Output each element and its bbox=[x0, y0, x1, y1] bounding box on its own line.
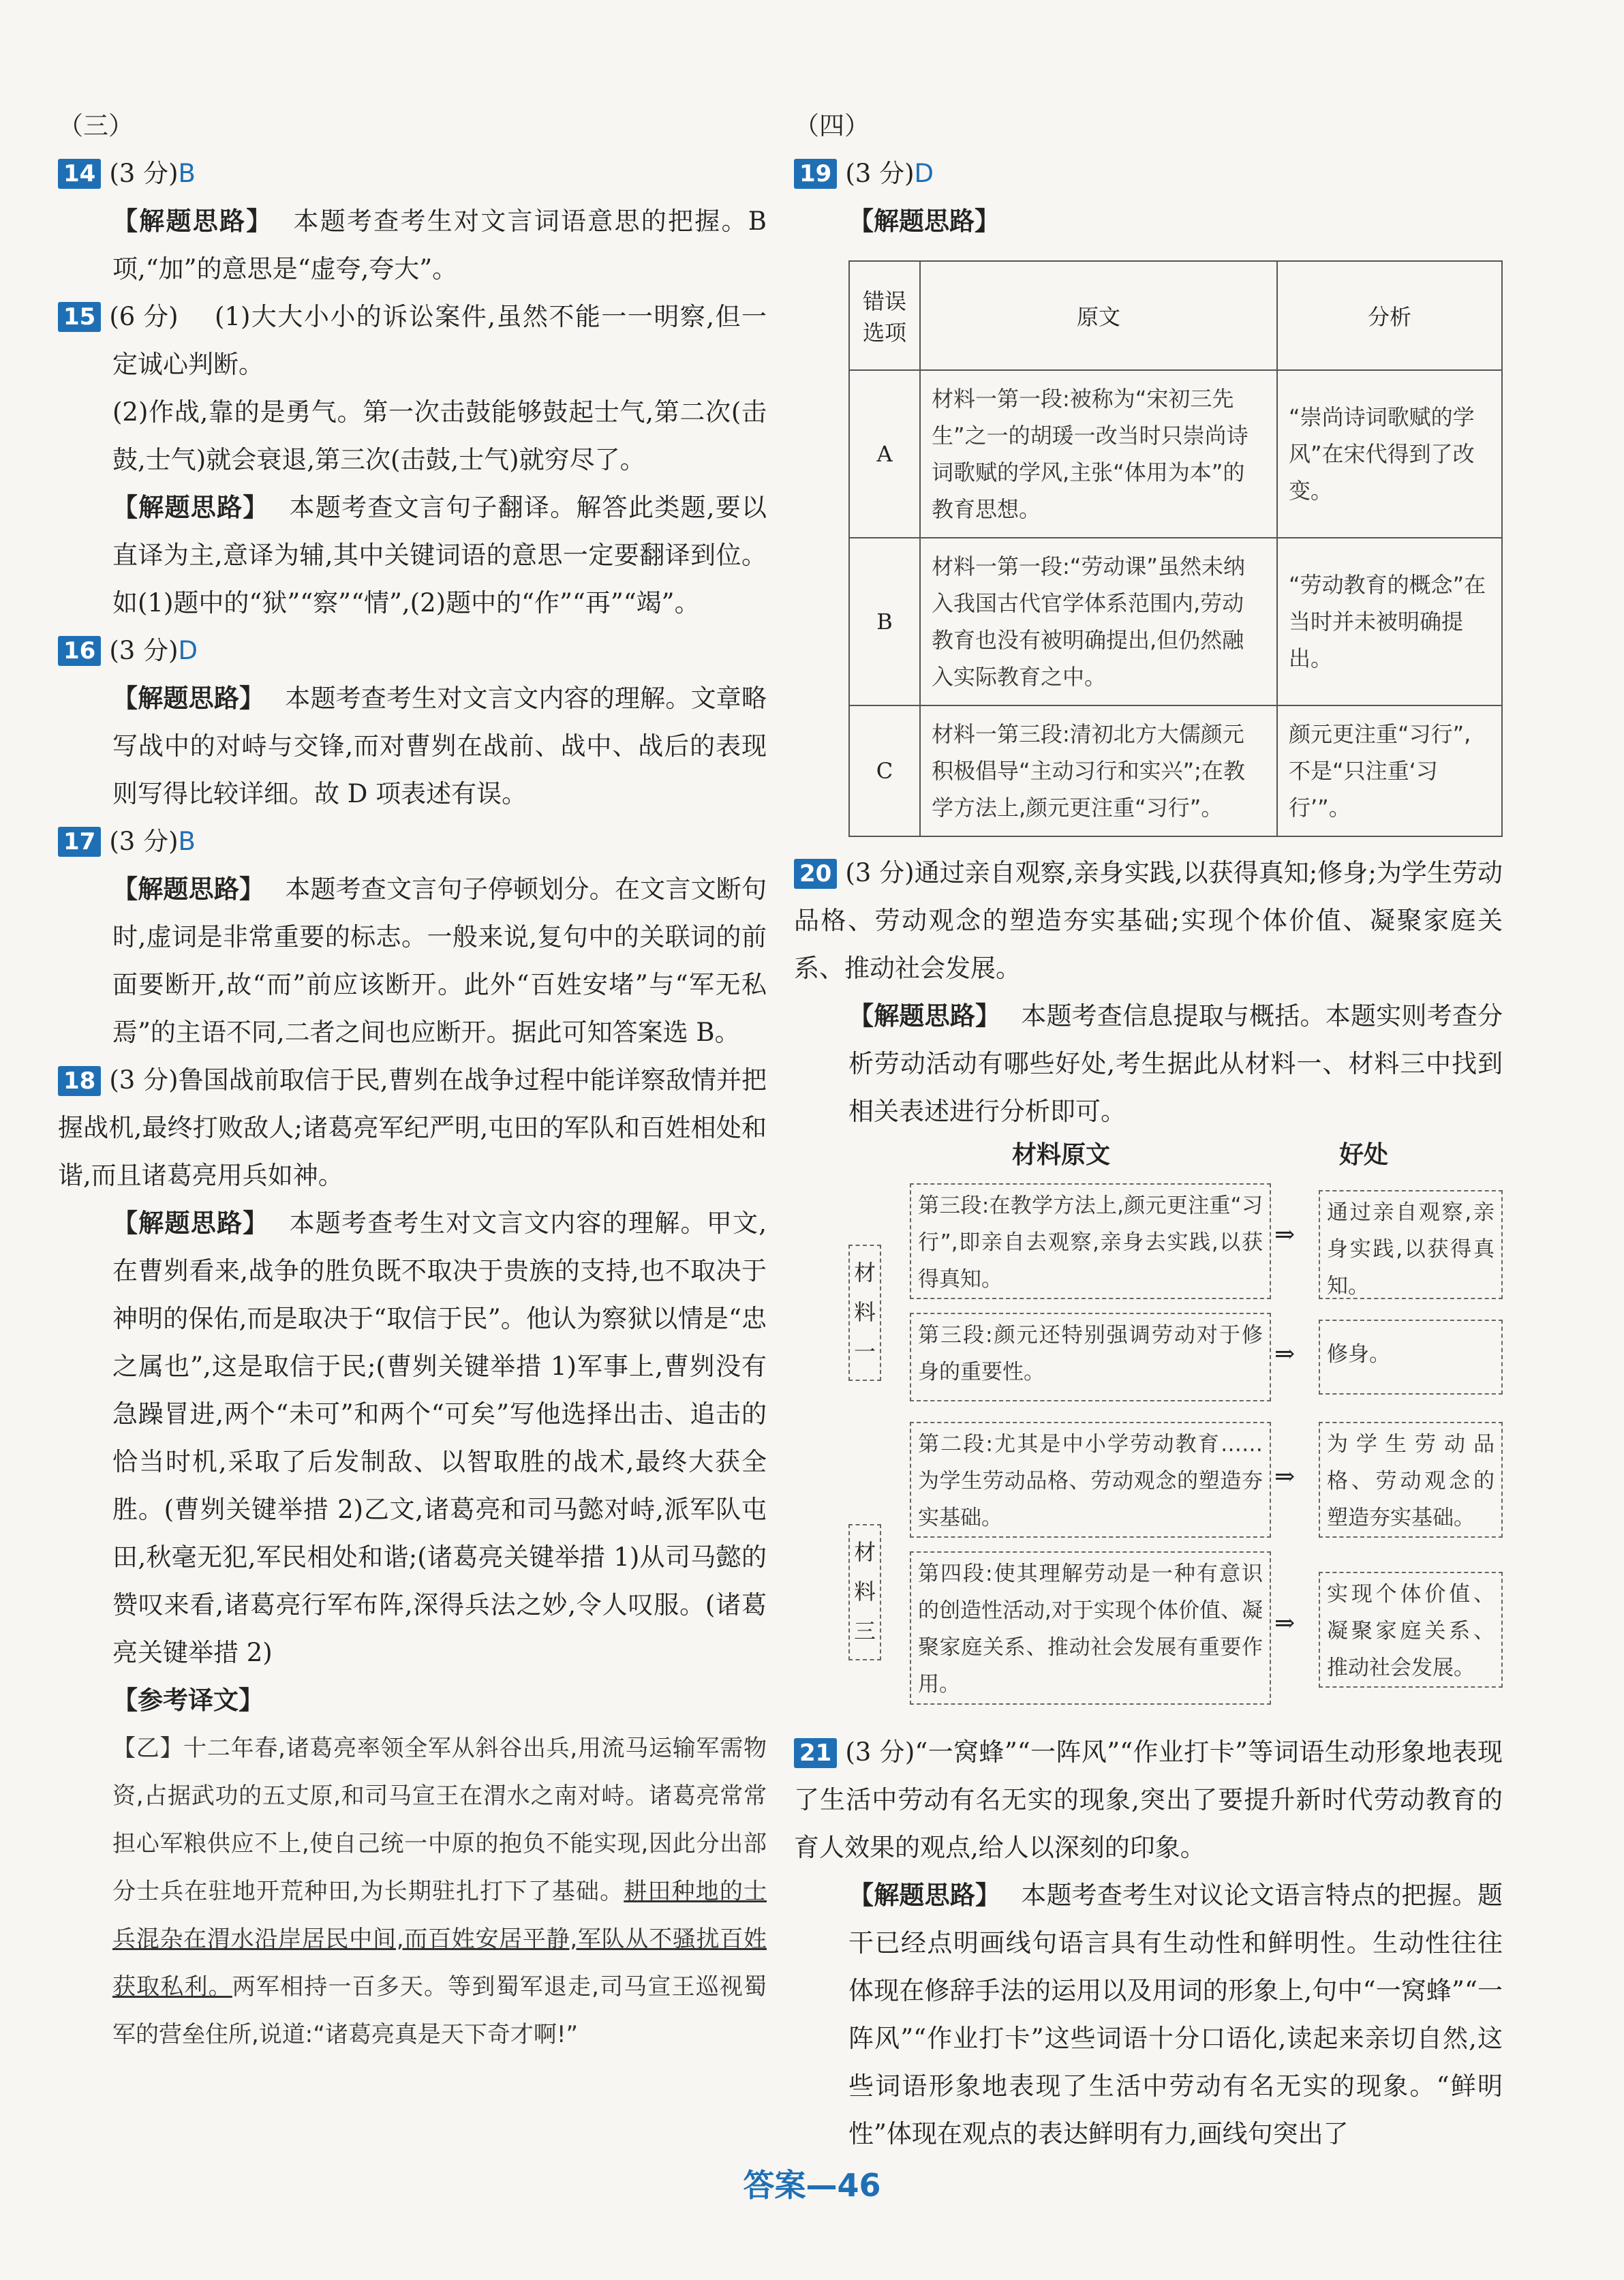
benefit-box: 为学生劳动品格、劳动观念的塑造夯实基础。 bbox=[1319, 1422, 1503, 1538]
analysis-text: 本题考查信息提取与概括。本题实则考查分析劳动活动有哪些好处,考生据此从材料一、材料三中找到相关表述进行分析即可。 bbox=[848, 1001, 1503, 1126]
analysis-tag: 【解题思路】 bbox=[112, 493, 269, 522]
analysis-tag: 【解题思路】 bbox=[848, 1001, 1001, 1031]
question-18 bbox=[58, 1057, 767, 1200]
option-cell: B bbox=[849, 538, 920, 705]
score: (3 分) bbox=[845, 1737, 915, 1767]
table-row bbox=[849, 705, 1502, 836]
answer-text: 鲁国战前取信于民,曹刿在战争过程中能详察敌情并把握战机,最终打败敌人;诸葛亮军纪严明,屯田的军队和百姓相处和谐,而且诸葛亮用兵如神。 bbox=[58, 1065, 767, 1190]
page-footer bbox=[0, 2161, 1624, 2206]
answer-text: “一窝蜂”“一阵风”“作业打卡”等词语生动形象地表现了生活中劳动有名无实的现象,突出了要提升新时代劳动教育的育人效果的观点,给人以深刻的印象。 bbox=[794, 1737, 1503, 1862]
question-number: 20 bbox=[794, 859, 837, 889]
analysis-tag: 【解题思路】 bbox=[112, 684, 265, 713]
question-16-header bbox=[58, 627, 767, 675]
underlined-sentence: 耕田种地的士兵混杂在渭水沿岸居民中间,而百姓安居平静,军队从不骚扰百姓获取私利。 bbox=[112, 1878, 767, 2001]
analysis-cell: “崇尚诗词歌赋的学风”在宋代得到了改变。 bbox=[1277, 370, 1502, 538]
diagram-head-benefit: 好处 bbox=[1339, 1141, 1389, 1169]
benefit-box: 实现个体价值、凝聚家庭关系、推动社会发展。 bbox=[1319, 1572, 1503, 1688]
score: (3 分) bbox=[845, 858, 915, 887]
benefit-box: 修身。 bbox=[1319, 1320, 1503, 1395]
answer: D bbox=[178, 636, 198, 665]
question-number: 19 bbox=[794, 159, 837, 189]
question-number: 17 bbox=[58, 827, 101, 857]
question-19-header bbox=[794, 150, 1503, 198]
material-benefit-diagram bbox=[848, 1136, 1503, 1729]
analysis-text: 本题考查考生对文言词语意思的把握。B 项,“加”的意思是“虚夸,夸大”。 bbox=[112, 207, 767, 284]
score: (6 分) bbox=[109, 302, 179, 331]
question-number: 15 bbox=[58, 302, 101, 332]
source-box: 第三段:颜元还特别强调劳动对于修身的重要性。 bbox=[910, 1313, 1271, 1401]
arrow-icon: ⇒ bbox=[1274, 1221, 1296, 1249]
question-17-header bbox=[58, 818, 767, 866]
analysis-text: 本题考查考生对议论文语言特点的把握。题干已经点明画线句语言具有生动性和鲜明性。生动性往往体现在修辞手法的运用以及用词的形象上,句中“一窝蜂”“一阵风”“作业打卡”这些词语十分口语化,读起来亲切自然,这些词语形象地表现了生活中劳动有名无实的现象。“鲜明性”体现在观点的表达鲜明有力,画线句突出了 bbox=[848, 1881, 1503, 2148]
right-column bbox=[794, 102, 1503, 2158]
analysis-14 bbox=[58, 198, 767, 293]
arrow-icon: ⇒ bbox=[1274, 1609, 1296, 1637]
analysis-tag: 【解题思路】 bbox=[848, 1881, 1001, 1910]
score: (3 分) bbox=[109, 827, 179, 856]
analysis-cell: “劳动教育的概念”在当时并未被明确提出。 bbox=[1277, 538, 1502, 705]
question-number: 21 bbox=[794, 1738, 837, 1768]
analysis-16 bbox=[58, 675, 767, 818]
analysis-text: 本题考查文言句子停顿划分。在文言文断句时,虚词是非常重要的标志。一般来说,复句中的关联词的前面要断开,故“而”前应该断开。此外“百姓安堵”与“军无私焉”的主语不同,二者之间也应断开。据此可知答案选 B。 bbox=[112, 875, 767, 1047]
analysis-17 bbox=[58, 866, 767, 1057]
analysis-15 bbox=[58, 484, 767, 627]
source-box: 第二段:尤其是中小学劳动教育……为学生劳动品格、劳动观念的塑造夯实基础。 bbox=[910, 1422, 1271, 1538]
original-cell: 材料一第一段:被称为“宋初三先生”之一的胡瑗一改当时只崇尚诗词歌赋的学风,主张“体用为本”的教育思想。 bbox=[920, 370, 1277, 538]
table-row bbox=[849, 538, 1502, 705]
table-header-row bbox=[849, 261, 1502, 370]
analysis-text: 本题考查考生对文言文内容的理解。文章略写战中的对峙与交锋,而对曹刿在战前、战中、战后的表现则写得比较详细。故 D 项表述有误。 bbox=[112, 684, 767, 808]
question-21 bbox=[794, 1729, 1503, 1872]
section-heading: （四） bbox=[794, 111, 870, 140]
section-heading: （三） bbox=[58, 111, 134, 140]
answer-text: 通过亲自观察,亲身实践,以获得真知;修身;为学生劳动品格、劳动观念的塑造夯实基础;实现个体价值、凝聚家庭关系、推动社会发展。 bbox=[794, 858, 1503, 983]
benefit-box: 通过亲自观察,亲身实践,以获得真知。 bbox=[1319, 1190, 1503, 1299]
table-row bbox=[849, 370, 1502, 538]
question-14-header bbox=[58, 150, 767, 198]
question-20 bbox=[794, 849, 1503, 992]
translation-part: 两军相持一百多天。等到蜀军退走,司马宣王巡视蜀军的营垒住所,说道:“诸葛亮真是天下奇才啊!” bbox=[112, 1973, 767, 2048]
page-number: 答案—46 bbox=[743, 2167, 881, 2204]
arrow-icon: ⇒ bbox=[1274, 1463, 1296, 1491]
answer-15-1: (1)大大小小的诉讼案件,虽然不能一一明察,但一定诚心判断。 bbox=[112, 302, 767, 379]
analysis-tag: 【解题思路】 bbox=[112, 875, 265, 904]
score: (3 分) bbox=[109, 636, 179, 665]
analysis-tag: 【解题思路】 bbox=[112, 1209, 269, 1238]
material-label: 材料一 bbox=[848, 1245, 881, 1381]
header-analysis: 分析 bbox=[1277, 261, 1502, 370]
score: (3 分) bbox=[109, 1065, 179, 1095]
translation-part: 【乙】十二年春,诸葛亮率领全军从斜谷出兵,用流马运输军需物资,占据武功的五丈原,和司马宣王在渭水之南对峙。诸葛亮常常担心军粮供应不上,使自己统一中原的抱负不能实现,因此分出部分士兵在驻地开荒种田,为长期驻扎打下了基础。 bbox=[112, 1735, 767, 1905]
answer: D bbox=[914, 159, 934, 188]
original-cell: 材料一第一段:“劳动课”虽然未纳入我国古代官学体系范围内,劳动教育也没有被明确提出,但仍然融入实际教育之中。 bbox=[920, 538, 1277, 705]
diagram-head-source: 材料原文 bbox=[1012, 1141, 1111, 1169]
left-column bbox=[58, 102, 767, 2058]
translation-text bbox=[58, 1724, 767, 2058]
header-original: 原文 bbox=[920, 261, 1277, 370]
question-number: 14 bbox=[58, 159, 101, 189]
question-number: 16 bbox=[58, 636, 101, 666]
question-number: 18 bbox=[58, 1066, 101, 1096]
translation-tag: 【参考译文】 bbox=[112, 1686, 264, 1715]
source-box: 第三段:在教学方法上,颜元更注重“习行”,即亲自去观察,亲身去实践,以获得真知。 bbox=[910, 1183, 1271, 1299]
arrow-icon: ⇒ bbox=[1274, 1340, 1296, 1368]
analysis-text: 本题考查文言句子翻译。解答此类题,要以直译为主,意译为辅,其中关键词语的意思一定要翻译到位。如(1)题中的“狱”“察”“情”,(2)题中的“作”“再”“竭”。 bbox=[112, 493, 767, 618]
analysis-tag: 【解题思路】 bbox=[112, 207, 273, 236]
original-cell: 材料一第三段:清初北方大儒颜元积极倡导“主动习行和实兴”;在教学方法上,颜元更注重“习行”。 bbox=[920, 705, 1277, 836]
source-box: 第四段:使其理解劳动是一种有意识的创造性活动,对于实现个体价值、凝聚家庭关系、推动社会发展有重要作用。 bbox=[910, 1551, 1271, 1705]
analysis-20 bbox=[794, 992, 1503, 1136]
analysis-tag: 【解题思路】 bbox=[848, 207, 1000, 236]
score: (3 分) bbox=[109, 159, 179, 188]
analysis-21 bbox=[794, 1872, 1503, 2158]
header-option: 错误选项 bbox=[849, 261, 920, 370]
answer: B bbox=[178, 827, 196, 856]
error-analysis-table bbox=[848, 260, 1503, 837]
material-label: 材料三 bbox=[848, 1524, 881, 1660]
analysis-text: 本题考查考生对文言文内容的理解。甲文,在曹刿看来,战争的胜负既不取决于贵族的支持,也不取决于神明的保佑,而是取决于“取信于民”。他认为察狱以情是“忠之属也”,这是取信于民;(曹刿关键举措 1)军事上,曹刿没有急躁冒进,两个“未可”和两个“可矣”写他选择出击、追击的恰当时机,采取了后发制敌、以智取胜的战术,最终大获全胜。(曹刿关键举措 2)乙文,诸葛亮和司马懿对峙,派军队屯田,秋毫无犯,军民相处和谐;(诸葛亮关键举措 1)从司马懿的赞叹来看,诸葛亮行军布阵,深得兵法之妙,令人叹服。(诸葛亮关键举措 2) bbox=[112, 1209, 767, 1667]
answer: B bbox=[178, 159, 196, 188]
option-cell: C bbox=[849, 705, 920, 836]
answer-15-2: (2)作战,靠的是勇气。第一次击鼓能够鼓起士气,第二次(击鼓,士气)就会衰退,第三次(击鼓,士气)就穷尽了。 bbox=[112, 397, 767, 474]
analysis-18 bbox=[58, 1200, 767, 1677]
score: (3 分) bbox=[845, 159, 915, 188]
option-cell: A bbox=[849, 370, 920, 538]
analysis-cell: 颜元更注重“习行”,不是“只注重‘习行’”。 bbox=[1277, 705, 1502, 836]
